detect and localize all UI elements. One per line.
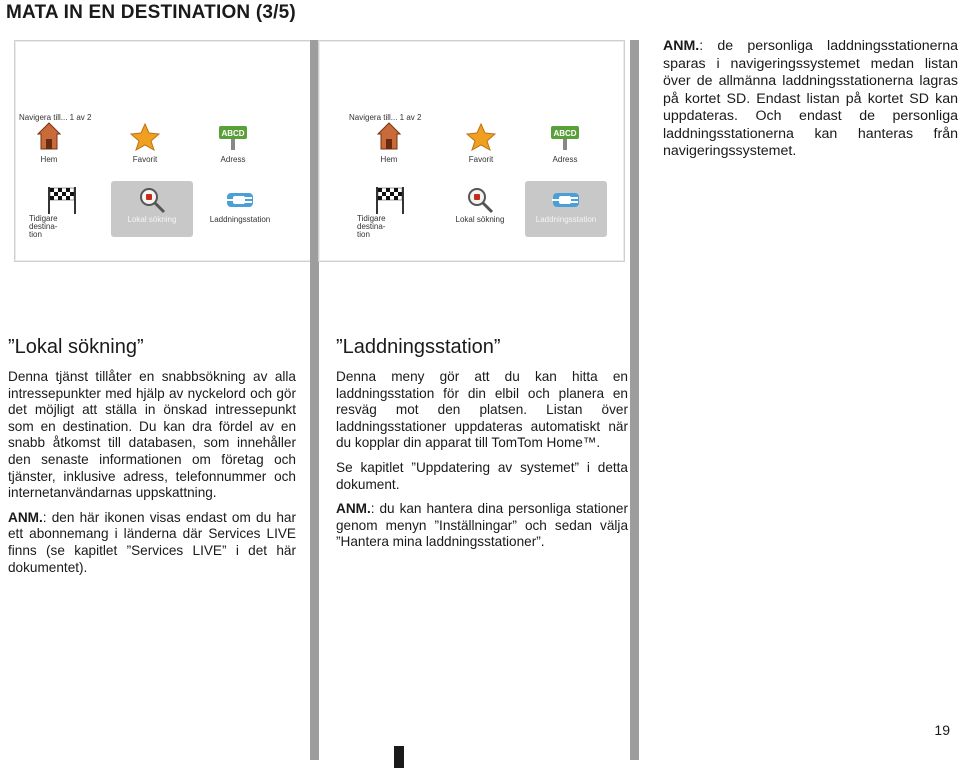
section-heading: ”Laddningsstation” [336,336,501,358]
charging-station-label: Laddningsstation [209,215,271,224]
previous-destination-tile[interactable] [349,181,431,237]
star-icon [466,123,496,151]
charging-plug-icon [225,185,255,213]
section-body: Denna meny gör att du kan hitta en laddningsstation för din elbil och planera en resväg mot den platsen. Listan över laddningsstationer uppdateras automatiskt när du kopplar din apparat till TomTom Home™. [336,369,628,451]
section-note [8,510,296,576]
section-local-search [8,336,296,576]
address-button[interactable] [193,125,273,164]
favorite-button[interactable] [105,123,185,164]
note-text: : den här ikonen visas endast om du har ett abonnemang i länderna där Services LIVE finns (se kapitlet ”Services LIVE” i det här dokumentet). [8,509,296,575]
local-search-icon [137,185,167,215]
local-search-tile[interactable] [111,181,193,237]
note-text: : de personliga laddningsstationerna sparas i navigeringssystemet medan listan över de allmänna laddningsstationerna lagras på kortet SD. Endast listan på kortet SD kan uppdateras. Och endast de personliga laddningsstationerna kan hanteras från navigeringssystemet. [663,38,958,159]
checkered-flag-icon [45,185,79,215]
section-heading: ”Lokal sökning” [8,336,144,358]
house-icon [37,121,61,151]
favorite-label: Favorit [468,155,494,164]
home-button[interactable] [349,121,429,164]
section-body-2: Se kapitlet ”Uppdatering av systemet” i detta dokument. [336,459,628,492]
note-label: ANM. [336,501,371,517]
nav-page-indicator: Navigera till... 1 av 2 [349,113,422,122]
charging-station-tile[interactable] [199,181,281,237]
note-label: ANM. [663,38,700,54]
local-search-label: Lokal sökning [455,215,505,224]
section-note [336,501,628,551]
section-charging-station [336,336,628,551]
checkered-flag-icon [373,185,407,215]
note-text: : du kan hantera dina personliga stationer genom menyn ”Inställningar” och sedan välja ”Hantera mina laddningsstationer”. [336,501,628,550]
home-label: Hem [380,155,398,164]
page-number: 19 [934,722,950,738]
address-label: Adress [220,155,246,164]
local-search-icon [465,185,495,215]
address-button[interactable] [525,125,605,164]
address-sign-icon [218,125,248,151]
previous-destination-label: Tidigare destina- tion [29,214,58,239]
note-label: ANM. [8,509,43,525]
charging-station-tile[interactable] [525,181,607,237]
favorite-label: Favorit [132,155,158,164]
charging-station-label: Laddningsstation [535,215,597,224]
previous-destination-tile[interactable] [21,181,103,237]
nav-screen-2 [318,40,625,262]
address-label: Adress [552,155,578,164]
column-separator-right [630,40,639,760]
star-icon [130,123,160,151]
page-title: MATA IN EN DESTINATION (3/5) [6,2,296,23]
favorite-button[interactable] [441,123,521,164]
home-label: Hem [40,155,58,164]
local-search-tile[interactable] [439,181,521,237]
home-button[interactable] [9,121,89,164]
previous-destination-label: Tidigare destina- tion [357,214,386,239]
nav-page-indicator: Navigera till... 1 av 2 [19,113,92,122]
local-search-label: Lokal sökning [127,215,177,224]
note-storage [663,38,958,161]
page-edge-marker [394,746,404,768]
section-body: Denna tjänst tillåter en snabbsökning av alla intressepunkter med hjälp av nyckelord och gör det möjligt att ställa in önskad intressepunkt som en destination. Du kan dra fördel av en snabb åtkomst till databasen, som innehåller den senaste informationen om företag och tjänster, inklusive adress, telefonnummer och internetanvändarnas uppskattning. [8,369,296,501]
address-sign-text: ABCD [553,129,577,138]
house-icon [377,121,401,151]
charging-plug-icon [551,185,581,213]
address-sign-icon [550,125,580,151]
address-sign-text: ABCD [221,129,245,138]
nav-screen-1 [14,40,321,262]
